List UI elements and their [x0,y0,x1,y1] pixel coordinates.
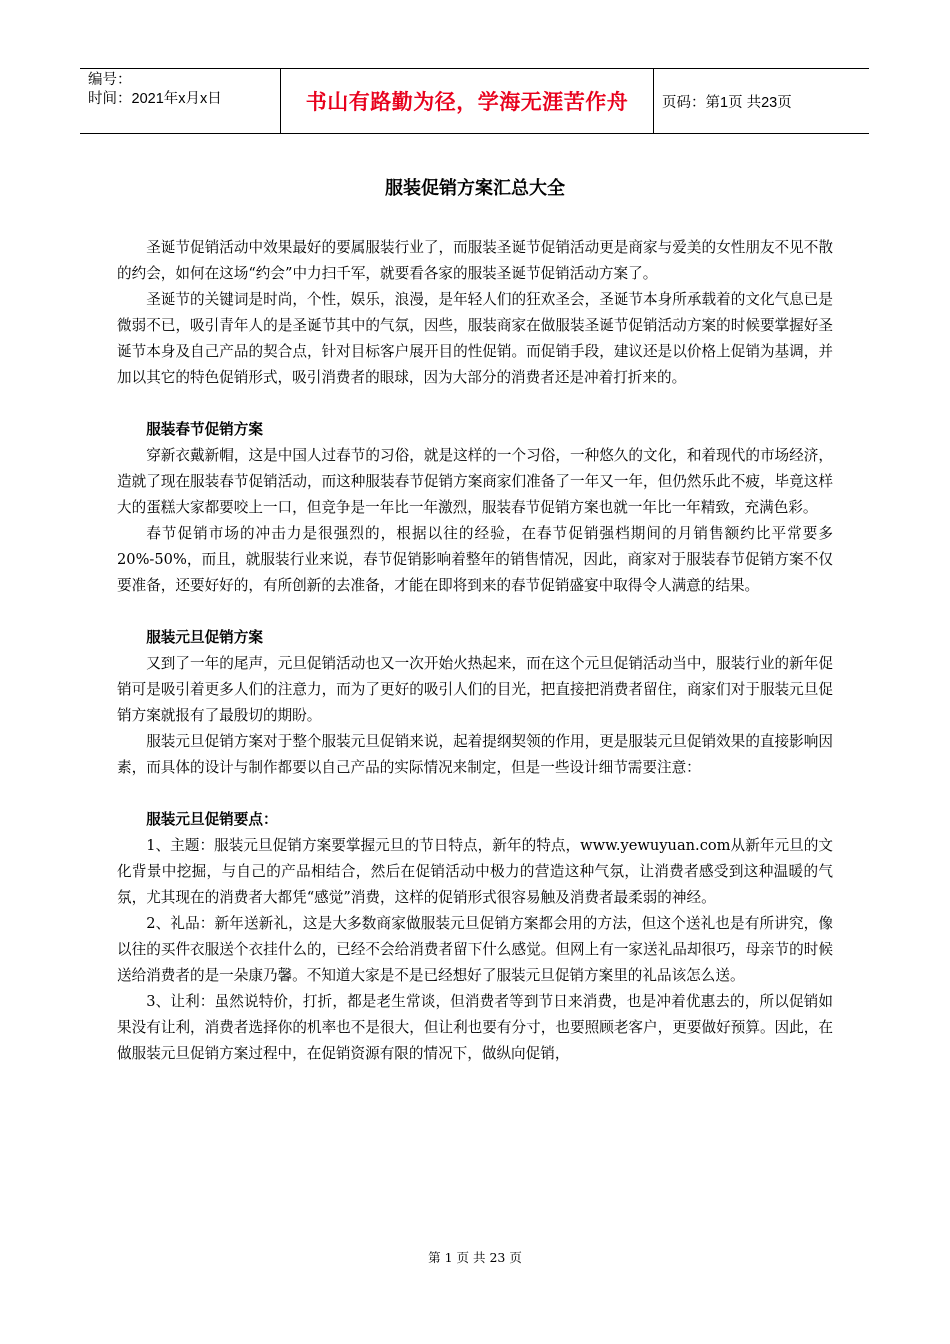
section-heading-spring: 服装春节促销方案 [146,421,263,438]
section-heading-points: 服装元旦促销要点： [146,811,278,828]
intro-paragraph: 圣诞节的关键词是时尚，个性，娱乐，浪漫，是年轻人们的狂欢圣会，圣诞节本身所承载着的文化气息已是微弱不已，吸引青年人的是圣诞节其中的气氛，因些，服装商家在做服装圣诞节促销活动方案的时候要掌握好圣诞节本身及自己产品的契合点，针对目标客户展开目的性促销。而促销手段，建议还是以价格上促销为基调，并加以其它的特色促销形式，吸引消费者的眼球，因为大部分的消费者还是冲着打折来的。 [117,291,833,386]
section-heading-newyear: 服装元旦促销方案 [146,629,263,646]
document-title: 服装促销方案汇总大全 [385,178,565,199]
doc-number-label: 编号： [88,72,132,88]
spacer [117,599,833,625]
spring-paragraph: 春节促销市场的冲击力是很强烈的，根据以往的经验，在春节促销强档期间的月销售额约比平常要多20%-50%，而且，就服装行业来说，春节促销影响着整年的销售情况，因此，商家对于服装春节促销方案不仅要准备，还要好好的，有所创新的去准备，才能在即将到来的春节促销盛宴中取得令人满意的结果。 [117,525,833,594]
points-paragraph: 1、主题：服装元旦促销方案要掌握元旦的节日特点，新年的特点，www.yewuyuan.com从新年元旦的文化背景中挖掘，与自己的产品相结合，然后在促销活动中极力的营造这种气氛，让消费者感受到这种温暖的气氛，尤其现在的消费者大都凭“感觉”消费，这样的促销形式很容易触及消费者最柔弱的神经。 [117,837,833,906]
newyear-paragraph: 又到了一年的尾声，元旦促销活动也又一次开始火热起来，而在这个元旦促销活动当中，服装行业的新年促销可是吸引着更多人们的注意力，而为了更好的吸引人们的目光，把直接把消费者留住，商家们对于服装元旦促销方案就报有了最殷切的期盼。 [117,655,833,724]
page-footer: 第 1 页 共 23 页 [428,1250,522,1265]
page-header [80,68,869,134]
spring-paragraph: 穿新衣戴新帽，这是中国人过春节的习俗，就是这样的一个习俗，一种悠久的文化，和着现代的市场经济，造就了现在服装春节促销活动，而这种服装春节促销方案商家们准备了一年又一年，但仍然乐此不疲，毕竟这样大的蛋糕大家都要咬上一口，但竞争是一年比一年激烈，服装春节促销方案也就一年比一年精致，充满色彩。 [117,447,833,516]
document-body [117,235,833,1067]
header-page-label: 页码：第1页 共23页 [662,94,792,111]
header-motto: 书山有路勤为径，学海无涯苦作舟 [280,69,654,133]
spacer [117,391,833,417]
newyear-paragraph: 服装元旦促销方案对于整个服装元旦促销来说，起着提纲契领的作用，更是服装元旦促销效果的直接影响因素，而具体的设计与制作都要以自己产品的实际情况来制定，但是一些设计细节需要注意： [117,733,833,776]
points-paragraph: 2、礼品：新年送新礼，这是大多数商家做服装元旦促销方案都会用的方法，但这个送礼也是有所讲究，像以往的买件衣服送个衣挂什么的，已经不会给消费者留下什么感觉。但网上有一家送礼品却很巧，母亲节的时候送给消费者的是一朵康乃馨。不知道大家是不是已经想好了服装元旦促销方案里的礼品该怎么送。 [117,915,833,984]
points-paragraph: 3、让利：虽然说特价，打折，都是老生常谈，但消费者等到节日来消费，也是冲着优惠去的，所以促销如果没有让利，消费者选择你的机率也不是很大，但让利也要有分寸，也要照顾老客户，更要做好预算。因此，在做服装元旦促销方案过程中，在促销资源有限的情况下，做纵向促销， [117,993,833,1062]
doc-time-label: 时间：2021年x月x日 [88,91,222,107]
intro-paragraph: 圣诞节促销活动中效果最好的要属服装行业了，而服装圣诞节促销活动更是商家与爱美的女性朋友不见不散的约会，如何在这场“约会”中力扫千军，就要看各家的服装圣诞节促销活动方案了。 [117,239,833,282]
spacer [117,781,833,807]
header-meta [80,69,280,133]
